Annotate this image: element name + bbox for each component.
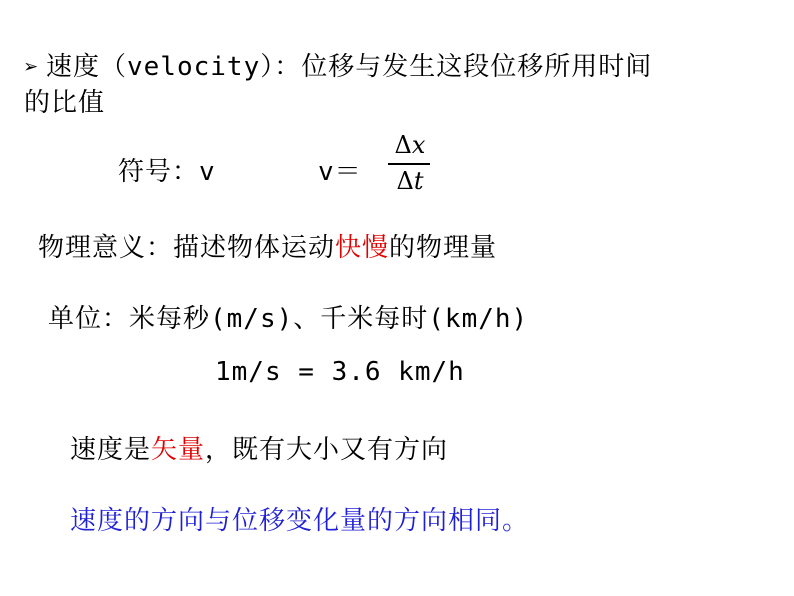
- definition-text-1: 速度（velocity）：位移与发生这段位移所用时间: [46, 52, 653, 82]
- vector-highlight: 矢量: [151, 435, 206, 465]
- vector-prefix: 速度是: [70, 435, 152, 465]
- numerator-delta: Δ: [394, 131, 412, 159]
- symbol-label: 符号：v: [118, 157, 216, 187]
- unit-conversion: 1m/s = 3.6 km/h: [215, 357, 465, 387]
- denominator-delta: Δ: [396, 167, 414, 195]
- fraction-numerator: [385, 131, 435, 159]
- arrow-bullet-icon: ➢: [24, 53, 40, 81]
- meaning-highlight: 快慢: [335, 233, 390, 263]
- vector-statement: [70, 435, 448, 465]
- denominator-var: t: [413, 167, 424, 195]
- fraction-bar: [388, 163, 430, 165]
- meaning-suffix: 的物理量: [389, 233, 498, 263]
- formula-lhs: v＝: [318, 157, 362, 187]
- meaning-prefix: 物理意义：描述物体运动: [38, 233, 336, 263]
- physical-meaning: [38, 233, 497, 263]
- unit-line: 单位：米每秒(m/s)、千米每时(km/h): [48, 304, 529, 334]
- fraction-denominator: [385, 167, 435, 195]
- direction-statement: 速度的方向与位移变化量的方向相同。: [70, 506, 530, 536]
- definition-text-2: 的比值: [24, 88, 106, 118]
- velocity-fraction: [385, 128, 435, 198]
- vector-suffix: ，既有大小又有方向: [205, 435, 449, 465]
- definition-line-1: [24, 52, 652, 82]
- definition-line-2: [24, 88, 105, 118]
- numerator-var: x: [411, 131, 426, 159]
